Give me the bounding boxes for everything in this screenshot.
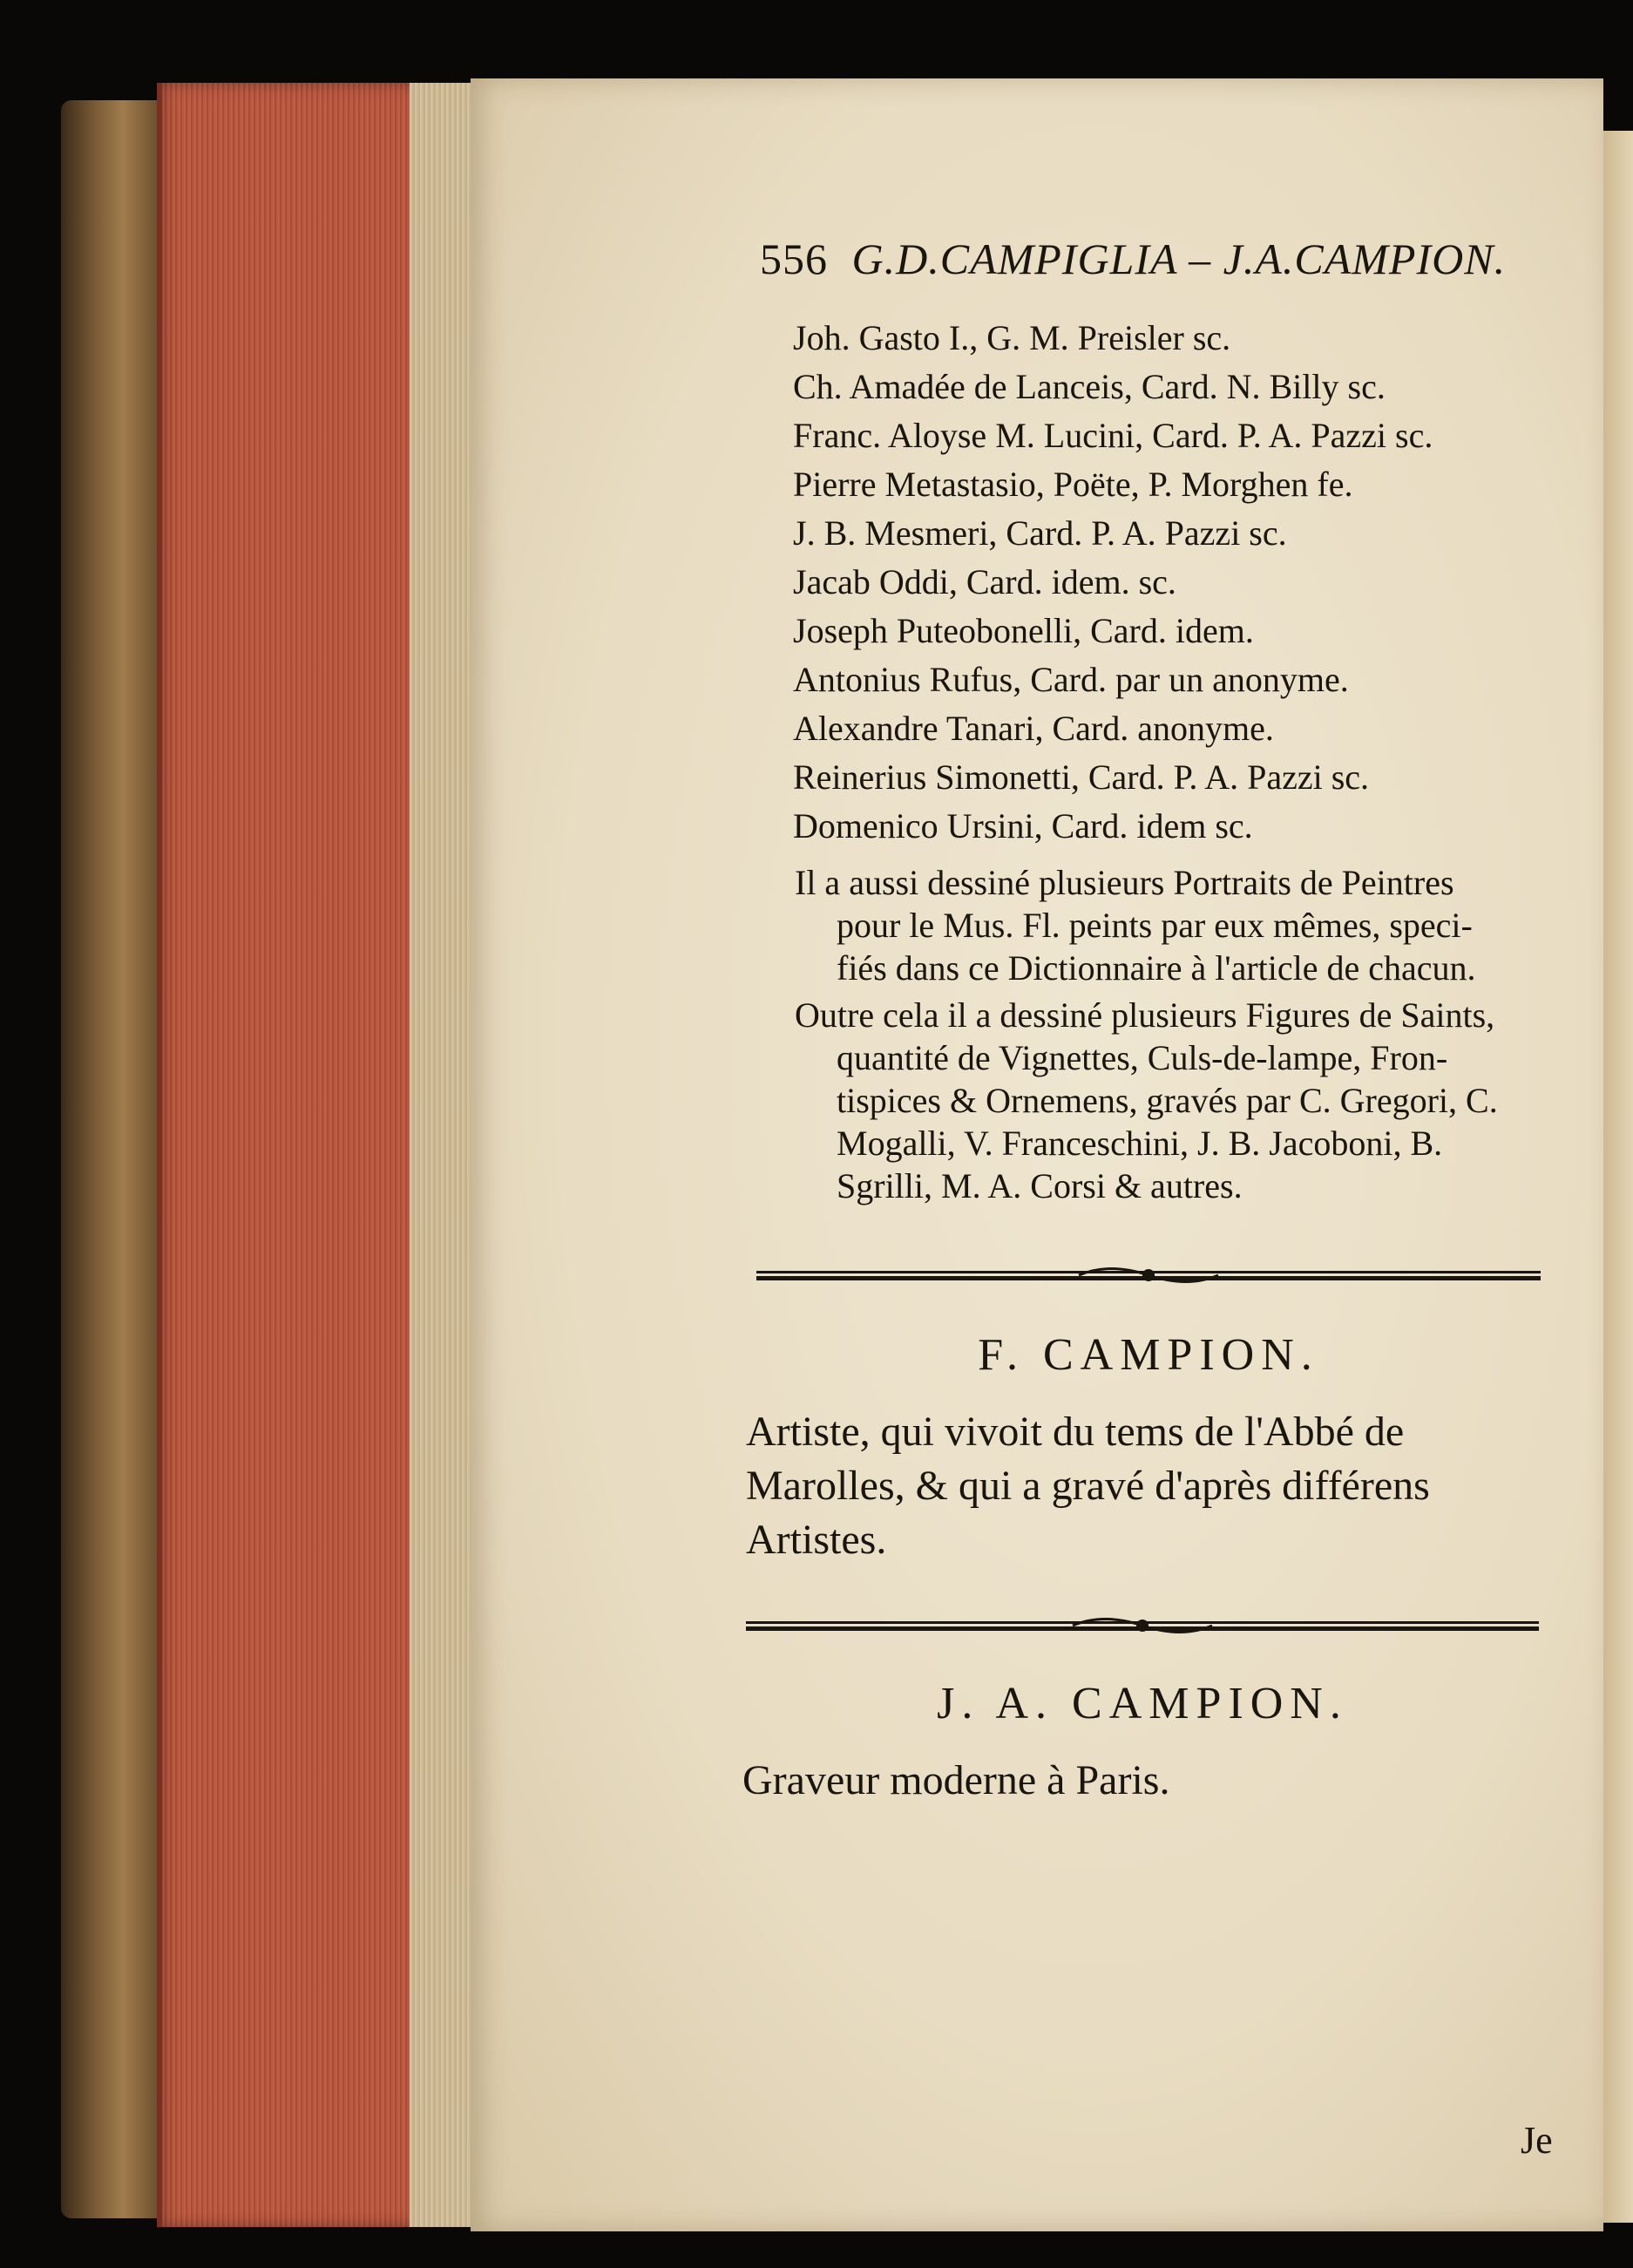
section-body — [746, 1405, 1548, 1567]
paragraph-line: Marolles, & qui a gravé d'après différens — [746, 1463, 1430, 1509]
list-item: Domenico Ursini, Card. idem sc. — [793, 806, 1253, 845]
list-item: Ch. Amadée de Lanceis, Card. N. Billy sc. — [793, 367, 1386, 406]
paragraph-line: Graveur moderne à Paris. — [742, 1757, 1170, 1803]
paragraph-line: quantité de Vignettes, Culs-de-lampe, Fron- — [837, 1038, 1448, 1077]
portrait-list — [793, 314, 1560, 851]
running-header — [760, 234, 1562, 286]
list-item: J. B. Mesmeri, Card. P. A. Pazzi sc. — [793, 513, 1287, 553]
section-title: J. A. CAMPION. — [937, 1679, 1348, 1728]
catchword: Je — [1521, 2119, 1553, 2162]
rule-ornament-icon — [1070, 1262, 1227, 1288]
section-body — [742, 1754, 1544, 1808]
paragraph-line: Artiste, qui vivoit du tems de l'Abbé de — [746, 1409, 1405, 1455]
paragraph-line: Il a aussi dessiné plusieurs Portraits de Peintres — [795, 863, 1454, 902]
page-number: 556 — [760, 234, 828, 283]
paragraph-line: pour le Mus. Fl. peints par eux mêmes, speci- — [837, 906, 1473, 945]
note-figures — [795, 994, 1562, 1207]
note-portraits — [795, 861, 1553, 989]
paragraph-line: tispices & Ornemens, gravés par C. Gregori, C. — [837, 1081, 1498, 1120]
rule-ornament-icon — [1064, 1613, 1221, 1639]
paragraph-line: Sgrilli, M. A. Corsi & autres. — [837, 1166, 1243, 1205]
list-item: Alexandre Tanari, Card. anonyme. — [793, 709, 1274, 748]
paragraph-line: Mogalli, V. Franceschini, J. B. Jacoboni, B. — [837, 1124, 1443, 1163]
paragraph-line: Artistes. — [746, 1517, 887, 1563]
list-item: Antonius Rufus, Card. par un anonyme. — [793, 660, 1349, 699]
list-item: Franc. Aloyse M. Lucini, Card. P. A. Pazzi sc. — [793, 416, 1433, 455]
ornamental-rule — [746, 1621, 1539, 1633]
list-item: Joseph Puteobonelli, Card. idem. — [793, 611, 1254, 650]
list-item: Pierre Metastasio, Poëte, P. Morghen fe. — [793, 465, 1353, 504]
paragraph-line: fiés dans ce Dictionnaire à l'article de chacun. — [837, 948, 1476, 988]
list-item: Reinerius Simonetti, Card. P. A. Pazzi sc. — [793, 757, 1370, 797]
list-item: Joh. Gasto I., G. M. Preisler sc. — [793, 318, 1231, 357]
list-item: Jacab Oddi, Card. idem. sc. — [793, 562, 1176, 601]
ornamental-rule — [756, 1271, 1541, 1283]
running-title: G.D.CAMPIGLIA – J.A.CAMPION. — [851, 234, 1507, 283]
section-title: F. CAMPION. — [978, 1330, 1319, 1380]
paragraph-line: Outre cela il a dessiné plusieurs Figures de Saints, — [795, 995, 1495, 1035]
